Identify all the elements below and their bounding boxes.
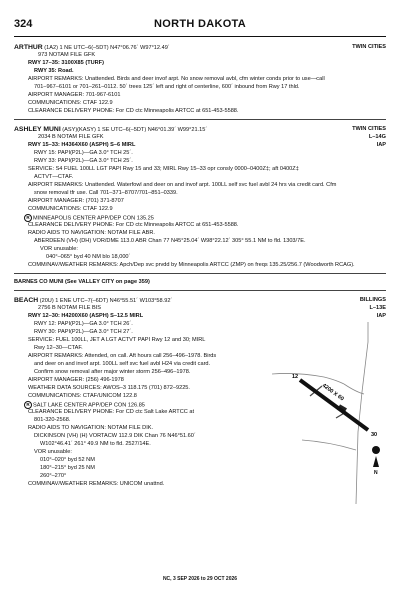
beach-clearance: CLEARANCE DELIVERY PHONE: For CD ctc Salt Lake ARTCC at	[28, 409, 195, 415]
ashley-name: ASHLEY MUNI	[14, 126, 61, 133]
beach-header	[14, 297, 172, 305]
beach-vor-unusable: VOR unusable:	[34, 449, 72, 455]
arthur-name: ARTHUR	[14, 44, 43, 51]
barnes-entry: BARNES CO MUNI (See VALLEY CITY on page 359)	[14, 279, 150, 285]
arthur-manager: AIRPORT MANAGER: 701-967-6101	[28, 92, 121, 98]
arthur-elev: 973 NOTAM FILE GFK	[38, 52, 96, 58]
page-footer: NC, 3 SEP 2026 to 29 OCT 2026	[162, 576, 238, 582]
arthur-header-rest: (1A2) 1 NE UTC–6(–5DT) N47°06.76´ W97°12.49´	[42, 45, 170, 51]
radar-icon: R	[24, 214, 32, 222]
beach-service-2: Rwy 12–30—CTAF.	[34, 345, 83, 351]
beach-app-dep-text: SALT LAKE CENTER APP/DEP CON 126.85	[33, 402, 145, 409]
ashley-vor: ABERDEEN (VH) (DH) VOR/DME 113.0 ABR Chan 77 N45°25.04´ W98°22.12´ 305° 55.1 NM to fld. 1303/7E.	[34, 238, 306, 244]
beach-service: SERVICE: FUEL 100LL, JET A LGT ACTVT PAPI Rwy 12 and 30; MIRL	[28, 337, 206, 343]
ashley-comm: COMMUNICATIONS: CTAF 122.9	[28, 206, 113, 212]
road-line	[302, 440, 356, 450]
arthur-remarks: AIRPORT REMARKS: Unattended. Birds and deer invof arpt. No snow removal avbl, cfm winter conds prior to use—call	[28, 76, 325, 82]
arthur-clearance: CLEARANCE DELIVERY PHONE: For CD ctc Minneapolis ARTCC at 651-453-5588.	[28, 108, 239, 114]
road-line	[272, 373, 344, 384]
road-line	[356, 322, 368, 504]
ashley-elev: 2034 B NOTAM FILE GFK	[38, 134, 104, 140]
beach-elev: 2756 B NOTAM FILE BIS	[38, 305, 102, 311]
arthur-chart-ref: TWIN CITIES	[352, 44, 386, 50]
north-arrow-icon	[373, 456, 379, 467]
beach-name: BEACH	[14, 297, 39, 304]
ashley-iap: IAP	[376, 142, 386, 148]
radar-icon: R	[24, 401, 32, 409]
ashley-chart-ref: TWIN CITIES	[352, 126, 386, 132]
section-divider	[14, 290, 386, 291]
ashley-radio: RADIO AIDS TO NAVIGATION: NOTAM FILE ABR.	[28, 230, 155, 236]
arthur-comm: COMMUNICATIONS: CTAF 122.9	[28, 100, 113, 106]
beach-low-chart: L–13E	[369, 305, 386, 311]
beach-vor-restriction-3: 260°–270°	[40, 473, 67, 479]
beach-runway-12: RWY 12: PAPI(P2L)—GA 3.0° TCH 26´.	[34, 321, 133, 327]
ashley-vor-unusable: VOR unusable:	[40, 246, 78, 252]
ashley-remarks: AIRPORT REMARKS: Unattended. Waterfowl and deer on and invof arpt. 100LL self svc fuel avbl 24 hrs via credit card. Cfm	[28, 182, 337, 188]
north-label: N	[374, 470, 378, 476]
runway-end-12: 12	[292, 374, 299, 380]
ashley-vor-restriction: 040°–065° byd 40 NM blo 18,000´	[46, 254, 131, 260]
beach-comm: COMMUNICATIONS: CTAF/UNICOM 122.8	[28, 393, 137, 399]
runway-end-30: 30	[371, 432, 378, 438]
beach-clearance-2: 801-320-2568.	[34, 417, 71, 423]
beach-chart-ref: BILLINGS	[359, 297, 386, 303]
runway-12-30	[300, 380, 368, 430]
beach-remarks-3: Confirm snow removal after major winter storm 256–496–1978.	[34, 369, 191, 375]
ashley-app-dep-text: MINNEAPOLIS CENTER APP/DEP CON 135.25	[33, 215, 154, 222]
ashley-service: SERVICE: S4 FUEL 100LL LGT PAPI Rwy 15 and 33; MIRL Rwy 15–33 opr consly 0000–0400Z‡; aft 0400Z‡	[28, 166, 299, 172]
beach-header-rest: (20U) 1 ENE UTC–7(–6DT) N46°55.51´ W103°58.92´	[38, 298, 173, 304]
state-title: NORTH DAKOTA	[154, 18, 246, 30]
road-line	[344, 384, 364, 394]
ashley-runway-15: RWY 15: PAPI(P2L)—GA 3.0° TCH 25´.	[34, 150, 133, 156]
beach-runway-30: RWY 30: PAPI(P2L)—GA 3.0° TCH 27´.	[34, 329, 133, 335]
beach-vor: DICKINSON (VH) (H) VORTACW 112.9 DIK Chan 76 N46°51.60´	[34, 433, 196, 439]
ashley-header-rest: (ASY)(KASY) 1 SE UTC–6(–5DT) N46°01.39´ W99°21.15´	[60, 127, 208, 133]
beach-comm-remarks: COMM/NAV/WEATHER REMARKS: UNICOM unattnd.	[28, 481, 165, 487]
beach-runway: RWY 12–30: H4200X60 (ASPH) S–12.5 MIRL	[28, 313, 144, 319]
ashley-manager: AIRPORT MANAGER: (701) 371-8707	[28, 198, 124, 204]
beach-iap: IAP	[376, 313, 386, 319]
beach-vor-2: W102°46.41´ 261° 49.9 NM to fld. 2527/14E.	[40, 441, 151, 447]
ashley-service-2: ACTVT—CTAF.	[34, 174, 74, 180]
ashley-clearance: CLEARANCE DELIVERY PHONE: For CD ctc Minneapolis ARTCC at 651-453-5588.	[28, 222, 239, 228]
beach-vor-restriction-1: 010°–020° byd 52 NM	[40, 457, 95, 463]
beach-radio: RADIO AIDS TO NAVIGATION: NOTAM FILE DIK.	[28, 425, 154, 431]
ashley-comm-remarks: COMM/NAV/WEATHER REMARKS: Apch/Dep svc prvdd by Minneapolis ARTCC (ZMP) on freqs 135.25/256.7 (Woodworth RCAG).	[28, 262, 355, 268]
runway-dimension-label: 4200 X 60	[320, 382, 345, 403]
beach-remarks-2: and deer on and invof arpt. 100LL self svc fuel avbl H24 via credit card.	[34, 361, 211, 367]
beach-remarks: AIRPORT REMARKS: Attended, on call. Aft hours call 256–496–1978. Birds	[28, 353, 217, 359]
ashley-low-chart: L–14G	[368, 134, 386, 140]
arthur-runway: RWY 17–35: 3100X85 (TURF)	[28, 60, 104, 66]
beach-vor-restriction-2: 180°–215° byd 25 NM	[40, 465, 95, 471]
beach-manager: AIRPORT MANAGER: (256) 496-1978	[28, 377, 124, 383]
arthur-runway-35: RWY 35: Road.	[34, 68, 74, 74]
ashley-remarks-2: snow removal tfr use. Call 701–371–8707/701–851–0339.	[34, 190, 178, 196]
section-divider	[14, 273, 386, 274]
arthur-header	[14, 44, 170, 52]
section-divider	[14, 119, 386, 120]
beach-weather: WEATHER DATA SOURCES: AWOS–3 118.175 (701) 872–9225.	[28, 385, 190, 391]
north-arrow-icon	[372, 446, 380, 454]
page-number: 324	[14, 18, 33, 30]
ashley-runway: RWY 15–33: H4364X60 (ASPH) S–6 MIRL	[28, 142, 136, 148]
ashley-runway-33: RWY 33: PAPI(P2L)—GA 3.0° TCH 25´.	[34, 158, 133, 164]
ashley-header	[14, 126, 207, 134]
arthur-remarks-2: 701–967–6101 or 701–261–0112. 50´ trees 125´ left and right of centerline, 600´ inbound from Rwy 17 thld.	[34, 84, 300, 90]
beach-airport-diagram	[272, 322, 386, 504]
header-rule	[14, 36, 386, 37]
